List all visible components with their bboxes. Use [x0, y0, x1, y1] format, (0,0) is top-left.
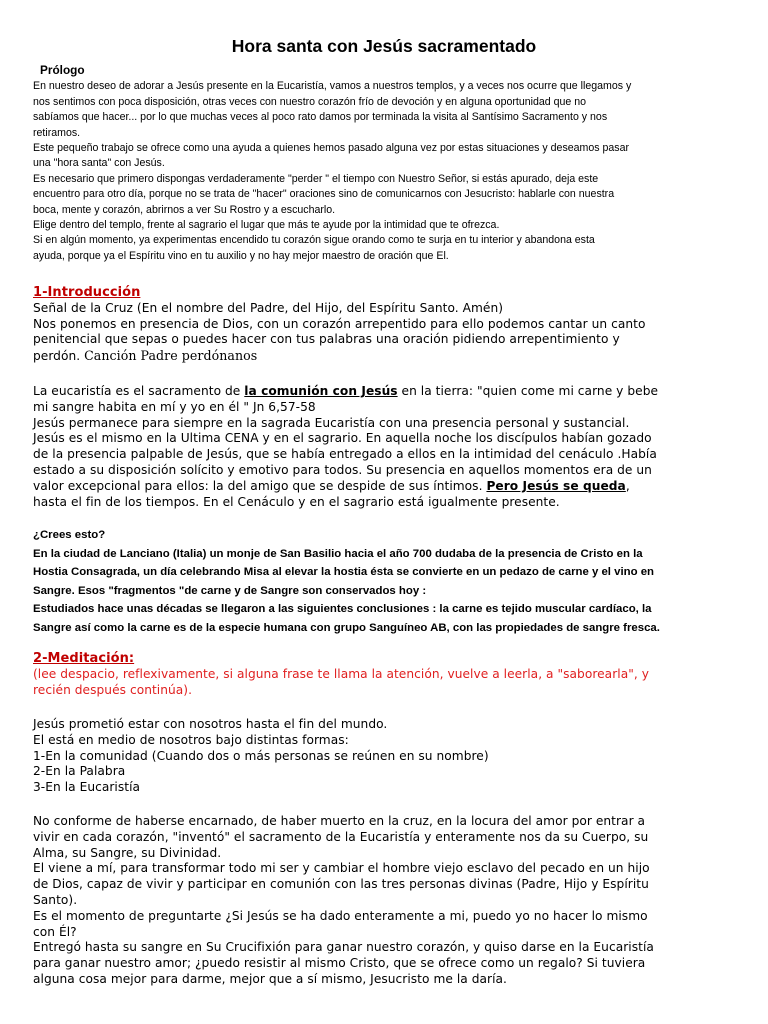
introduction-line: Señal de la Cruz (En el nombre del Padre, del Hijo, del Espíritu Santo. Amén): [33, 300, 504, 315]
meditation-line: Jesús prometió estar con nosotros hasta el fin del mundo.: [33, 717, 388, 731]
eucharist-line: hasta el fin de los tiempos. En el Cenáculo y en el sagrario está igualmente presente.: [33, 494, 560, 509]
prologue-section: [33, 63, 751, 264]
jesus-stays-emphasis: Pero Jesús se queda: [486, 478, 626, 493]
meditation-reflection-block: [33, 814, 755, 988]
believe-section: [33, 526, 755, 638]
meditation-forms-block: [33, 717, 755, 796]
introduction-last-text: perdón.: [33, 349, 81, 364]
eucharist-line: mi sangre habita en mí y yo en él " Jn 6,57-58: [33, 399, 316, 414]
prologue-line: una "hora santa" con Jesús.: [33, 157, 165, 170]
introduction-line: penitencial que sepas o puedes hacer con tus palabras una oración pidiendo arrepentimiento y: [33, 332, 620, 347]
meditation-line: 2-En la Palabra: [33, 764, 126, 779]
believe-line: Sangre. Esos "fragmentos "de carne y de Sangre son conservados hoy :: [33, 584, 427, 597]
believe-line: En la ciudad de Lanciano (Italia) un monje de San Basilio hacia el año 700 dudaba de la presencia de Cristo en la: [33, 547, 643, 560]
meditation-heading: 2-Meditación:: [33, 651, 135, 666]
meditation-note: recién después continúa).: [33, 682, 193, 697]
introduction-line: [33, 348, 755, 365]
eucharist-line: de la presencia palpable de Jesús, que se había entregado a ellos en la intimidad del cenáculo .Había: [33, 447, 657, 462]
meditation-line: El está en medio de nosotros bajo distintas formas:: [33, 732, 349, 747]
eucharist-line: Jesús permanece para siempre en la sagrada Eucaristía con una presencia personal y sustancial.: [33, 415, 630, 430]
believe-line: Sangre así como la carne es de la especie humana con grupo Sanguíneo AB, con las propiedades de sangre fresca.: [33, 621, 660, 634]
prologue-line: boca, mente y corazón, abrirnos a ver Su Rostro y a escucharlo.: [33, 203, 336, 216]
meditation-line: para ganar nuestro amor; ¿puedo resistir al mismo Cristo, que se ofrece como un regalo? Si tuviera: [33, 956, 646, 971]
meditation-line: vivir en cada corazón, "inventó" el sacramento de la Eucaristía y enteramente nos da su Cuerpo, su: [33, 829, 649, 844]
believe-line: Estudiados hace unas décadas se llegaron a las siguientes conclusiones : la carne es tejido muscular cardíaco, la: [33, 603, 652, 616]
eucharist-text: ,: [625, 478, 630, 493]
meditation-line: con Él?: [33, 924, 77, 939]
eucharist-text: La eucaristía es el sacramento de: [33, 384, 245, 398]
meditation-line: Entregó hasta su sangre en Su Crucifixión para ganar nuestro corazón, y quiso darse en la Eucaristía: [33, 940, 654, 955]
meditation-line: Santo).: [33, 892, 78, 907]
eucharist-text: en la tierra: "quien come mi carne y bebe: [397, 384, 659, 398]
meditation-line: Alma, su Sangre, su Divinidad.: [33, 845, 222, 860]
prologue-line: sabíamos que hacer... por lo que muchas veces al poco rato damos por terminada la visita al Santísimo Sacramento y nos: [33, 111, 608, 124]
meditation-line: El viene a mí, para transformar todo mi ser y cambiar el hombre viejo esclavo del pecado en un hijo: [33, 861, 650, 876]
meditation-line: No conforme de haberse encarnado, de haber muerto en la cruz, en la locura del amor por entrar a: [33, 814, 646, 828]
prologue-line: Si en algún momento, ya experimentas encendido tu corazón sigue orando como te surja en tu interior y abandona esta: [33, 234, 595, 247]
introduction-section: [33, 285, 755, 365]
believe-heading: ¿Crees esto?: [33, 529, 106, 541]
eucharist-line: [33, 384, 755, 400]
prologue-line: encuentro para otro día, porque no se trata de "hacer" oraciones sino de comunicarnos con Jesucristo: hablarle con nuestra: [33, 188, 615, 201]
eucharist-line: [33, 479, 755, 495]
introduction-heading: 1-Introducción: [33, 285, 141, 300]
prologue-line: Es necesario que primero dispongas verdaderamente "perder " el tiempo con Nuestro Señor, si estás apurado, deja este: [33, 172, 599, 185]
introduction-line: Nos ponemos en presencia de Dios, con un corazón arrepentido para ello podemos cantar un canto: [33, 316, 646, 331]
prologue-line: Este pequeño trabajo se ofrece como una ayuda a quienes hemos pasado alguna vez por estas situaciones y deseamos pasar: [33, 142, 629, 155]
communion-link[interactable]: la comunión con Jesús: [244, 384, 398, 398]
prologue-line: En nuestro deseo de adorar a Jesús presente en la Eucaristía, vamos a nuestros templos, y a veces nos ocurre que llegamos y: [33, 80, 632, 93]
document-title: Hora santa con Jesús sacramentado: [231, 36, 537, 56]
prologue-line: retiramos.: [33, 126, 81, 139]
meditation-line: 1-En la comunidad (Cuando dos o más personas se reúnen en su nombre): [33, 748, 489, 763]
prologue-heading: Prólogo: [40, 63, 85, 77]
meditation-line: de Dios, capaz de vivir y participar en comunión con las tres personas divinas (Padre, Hijo y Espíritu: [33, 877, 649, 892]
meditation-section: [33, 651, 755, 698]
meditation-line: Es el momento de preguntarte ¿Si Jesús se ha dado enteramente a mi, puedo yo no hacer lo mismo: [33, 908, 648, 923]
believe-line: Hostia Consagrada, un día celebrando Misa al elevar la hostia ésta se convierte en un pedazo de carne y el vino en: [33, 566, 655, 579]
prologue-line: nos sentimos con poca disposición, otras veces con nuestro corazón frío de devoción y en alguna oportunidad que no: [33, 95, 586, 108]
eucharist-line: estado a su disposición solícito y emotivo para todos. Su presencia en aquellos momentos era de un: [33, 462, 652, 477]
eucharist-line: Jesús es el mismo en la Ultima CENA y en el sagrario. En aquella noche los discípulos habían gozado: [33, 431, 652, 446]
song-title: Canción Padre perdónanos: [84, 348, 258, 364]
meditation-line: alguna cosa mejor para darme, mejor que a sí mismo, Jesucristo me la daría.: [33, 971, 507, 986]
eucharist-text: valor excepcional para ellos: la del amigo que se despide de sus íntimos.: [33, 478, 487, 493]
prologue-line: Elige dentro del templo, frente al sagrario el lugar que más te ayude por la intimidad que te ofrezca.: [33, 219, 500, 232]
eucharist-section: [33, 384, 755, 510]
prologue-line: ayuda, porque ya el Espíritu vino en tu auxilio y no hay mejor maestro de oración que El.: [33, 249, 449, 262]
meditation-line: 3-En la Eucaristía: [33, 780, 141, 795]
meditation-note: (lee despacio, reflexivamente, si alguna frase te llama la atención, vuelve a leerla, a "saborearla", y: [33, 666, 649, 681]
